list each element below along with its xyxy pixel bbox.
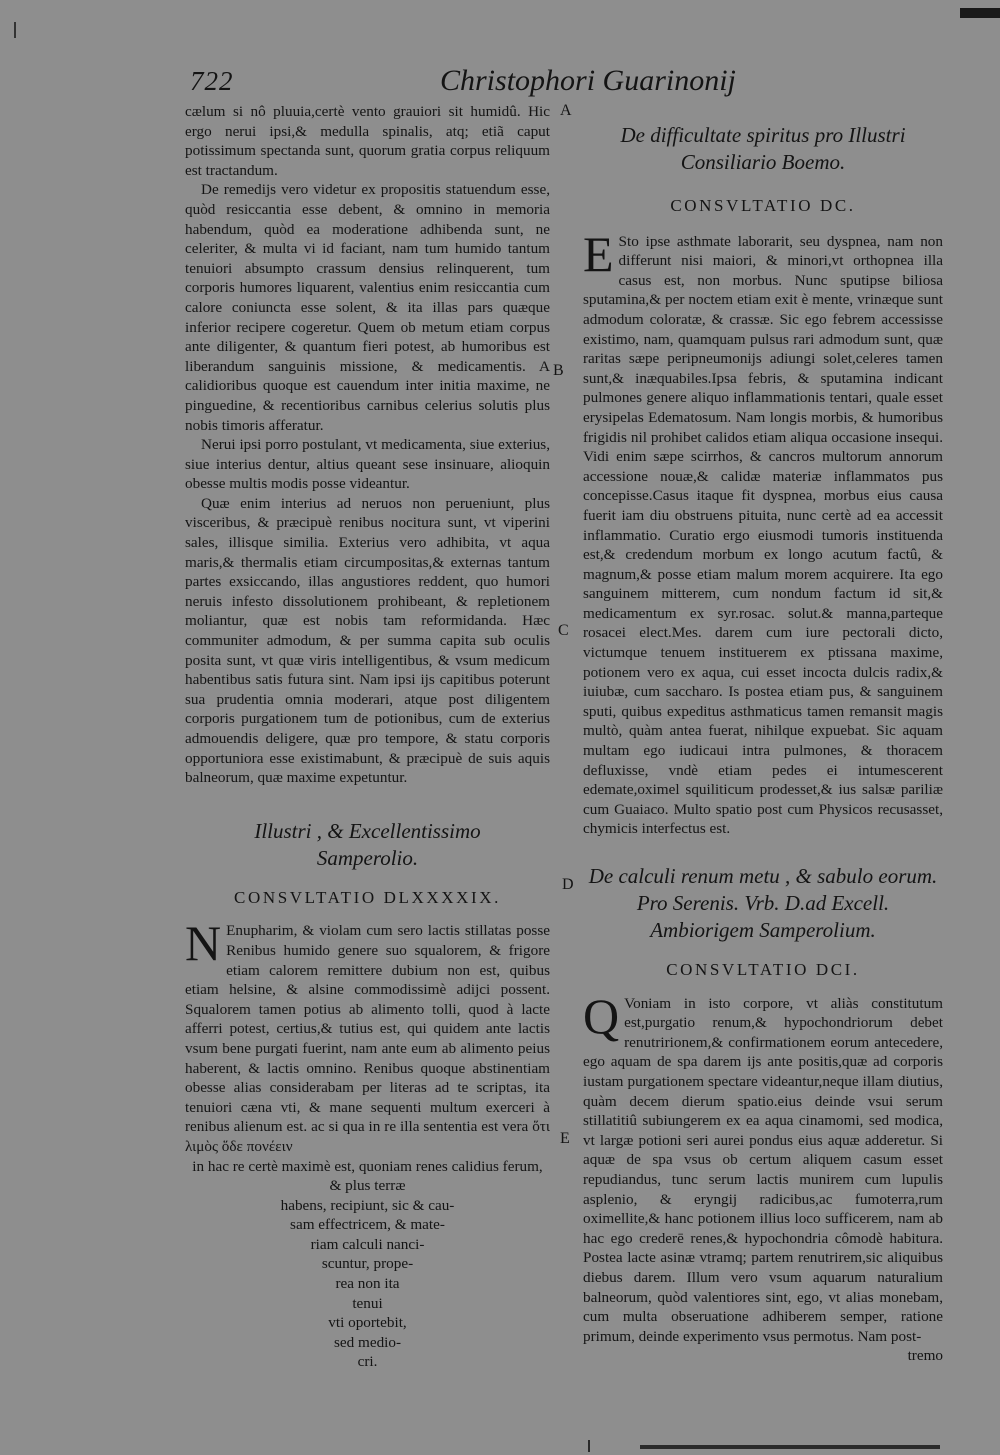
drop-cap: Q xyxy=(583,987,620,1044)
taper-line: sed medio- xyxy=(333,1333,402,1351)
taper-line: habens, recipiunt, sic & cau- xyxy=(280,1196,455,1214)
paragraph: De remedijs vero videtur ex propositis statuendum esse, quòd resiccantia esse debent, & omnino in memoria habendum, quòd ea moderatione adhibenda sunt, ne celeriter, & multa vi id faciant, nam tum humido tantum tenuiori absumpto crassum densius relinquerent, tum corporis humores liquarent, valentius enim resiccantia cum calore coniuncta esse solent, & ita illas pars quæque inferior recipere cogeretur. Quem ob metum etiam corpus ante diligenter, & quantum fieri potest, ab humoribus est liberandum sanguinis missione, & medicamentis. A calidioribus quoque est cauendum inter initia maxime, ne pinguedine, & recentioribus carnibus celerius solutis plus nobis timoris afferatur. xyxy=(185,181,550,434)
taper-line: riam calculi nanci- xyxy=(310,1235,425,1253)
section-title: Illustri , & Excellentissimo xyxy=(254,818,481,843)
taper-line: tenui xyxy=(352,1294,383,1312)
consultation-heading: CONSVLTATIO DC. xyxy=(670,196,856,215)
consultation-heading: CONSVLTATIO DCI. xyxy=(666,960,860,979)
taper-line: rea non ita xyxy=(335,1275,400,1293)
edge-tick xyxy=(14,22,16,38)
taper-line: vti oportebit, xyxy=(328,1314,407,1332)
taper-line: in hac re certè maximè est, quoniam renes calidius ferum, & plus terræ xyxy=(192,1157,543,1195)
page-header xyxy=(190,64,990,100)
taper-line: scuntur, prope- xyxy=(321,1255,414,1273)
paragraph: Nerui ipsi porro postulant, vt medicamenta, siue exterius, siue interius dentur, altius queant sese insinuare, alioquin obesse multis modis posse videantur. xyxy=(185,436,550,493)
section-title: Samperolio. xyxy=(316,845,419,870)
running-head: Christophori Guarinonij xyxy=(440,64,736,97)
paragraph: cælum si nô pluuia,certè vento grauiori sit humidû. Hic ergo nerui ipsi,& medulla spinalis, atq; etiã caput potissimum spectanda sunt, quorum gratia corpus reliquum est tractandum. xyxy=(185,103,550,179)
section-title: Consiliario Boemo. xyxy=(680,150,846,174)
consultation-body xyxy=(185,915,550,1156)
margin-letter-b: B xyxy=(553,362,564,379)
body-text: Enupharim, & violam cum sero lactis stillatas posse Renibus humido genere suo squalorem, & frigore etiam calorem remittere dubium non est, quibus etiam helsine, & alsine commodissimè adijci possent. Squalorem tamen potius ab alimento tolli, quod à lacte afferri potest, certius,& tutius est, qui quidem ante lactis vsum bene purgati fuerint, nam ante eum ab alimento peius haberent, & lactis omnino. Renibus quoque abstinentiam obesse alias considerabam per literas ad te scriptas, ita tenuiori cæna vti, & mane sequenti multum exerceri à renibus alienum est. ac si qua in re illa sententia est vera ὅτι λιμὸς ὅδε πονέειν xyxy=(185,922,550,1155)
section-title: Ambiorigem Samperolium. xyxy=(650,918,876,942)
left-column xyxy=(185,102,550,1372)
margin-letter-a: A xyxy=(560,102,572,119)
drop-cap: E xyxy=(583,225,614,282)
section-title: De calculi renum metu , & sabulo eorum. xyxy=(588,864,938,888)
margin-letter-c: C xyxy=(558,622,569,639)
footer-rule xyxy=(640,1445,940,1449)
body-text: Voniam in isto corpore, vt aliàs constitutum est,purgatio renum,& hypochondriorum debet renutririonem,& confirmationem eorum antecedere, ego aquam de spa darem ijs ante positis,quæ ad corporis iustam purgationem spectare videantur,neque illam diutius, quàm decem dierum spatio.eius deinde vsui serum stillatitiû subiungerem ex ea aqua cinamomi, sed modica, vt largæ potioni seri aurei pondus eius aquæ adderetur. Si aquæ de spa vsus ob certum aliquem casum esset repudiandus, tunc serum lactis munirem cum lupulis asplenio, & eryngij radicibus,ac fumoterra,rum oximellite,& hanc potionem illius loco sufficerem, nam ab hac ego crederē renes,& hypochondria cômodè habitura. Postea lacte asinæ vtramq; partem renutrirem,sic aliquibus diebus darem. Illum vero vsum aquarum naturalium balneorum, quòd valentiores sint, ego, vt alias monebam, cum multa obseruatione adhiberem semper, ratione primum, deinde experimento vsus permotus. Nam post- xyxy=(583,994,943,1345)
margin-letter-e: E xyxy=(560,1130,570,1147)
catchword: tremo xyxy=(907,1347,943,1365)
body-text: Sto ipse asthmate laborarit, seu dyspnea, nam non differunt nisi maiori, & minori,vt orthopnea illa casus est, non morbus. Nunc sputipse biliosa sputamina,& per noctem etiam exit è mente, vrinæque sunt admodum coloratæ, & crassæ. Sic ego febrem accessisse existimo, nam, quamquam pulsus rari admodum sunt, quæ raritas sæpe peripneumonijs adiungi solet,celeres tamen sunt,& inæquabiles.Ipsa febris, & sputamina indicant pulmones genere aliquo inflammationis tentari, quale esset erysipelas Edematosum. Nam longis morbis, & humoribus frigidis nil prohibet calidos etiam aliqua occasione insequi. Vidi enim sæpe scirrhos, & cancros multorum annorum accessione nouæ,& calidæ materiæ inflammatos pus concepisse.Casus itaque fit dyspnea, morbus eius causa fuerit iam diu obstruens pituita, nunc certè ad ea accessit inflammatio. Curatio ergo eiusmodi tumoris instituenda est,& credendum morbum ex longo acutum factû, & magnum,& posse etiam malum morem acquirere. Ita ego sanguinem mitterem, cum nondum factum id sit,& medicamentum ex syr.rosac. solut.& manna,parteque rosacei elect.Mes. darem cum iure pectorali dicto, victumque tenuem instituerem ex ptissana maxime, potionem vero ex aqua, cui esset incocta dulcis radix,& iuiubæ, cum saccharo. Is postea etiam pus, & sanguinem sputi, quibus expeditus asthmaticus tamen remansit magis multò, quàm antea fuerat, nihilque expuebat. Sic aquam multam ego iudicaui intra pulmones, & thoracem defluxisse, vndè etiam pedes ei intumescerent edemate,oximel squiliticum prodesset,& ius salsæ pariliæ cum Guaiaco. Multo spatio post cum Physicos recusasset, chymicis interfectus est. xyxy=(583,232,943,838)
consultation-body xyxy=(583,987,943,1347)
consultation-heading: CONSVLTATIO DLXXXXIX. xyxy=(234,887,501,907)
right-column xyxy=(583,100,943,1366)
margin-letter-d: D xyxy=(562,876,574,893)
section-title: Pro Serenis. Vrb. D.ad Excell. xyxy=(636,891,890,915)
paragraph: Quæ enim interius ad neruos non perueniunt, plus visceribus, & præcipuè renibus nocitura sunt, vt viperini sales, illisque similia. Exterius vero adhibita, vt aqua maris,& thermalis etiam circumpositas,& externas tantum partes exsiccando, illas angustiores reddent, quo humori neruis infesto dissolutionem prohibeant, & repletionem moliantur, quæ est nobis tam reformidanda. Hæc communiter admodum, & per summa capita sub oculis posita sunt, vt quæ viris intelligentibus, & vsum medicum habentibus satis futura sint. Nam ipsi ijs capitibus poterunt sua prudentia omnia moderari, atque post diligentem corporis purgationem tum de potionibus, cum de exterius admouendis deligere, quæ pro tempore, & statu corporis opportuniora esse existimabunt, & præcipuè de suis aquis balneorum, quæ maxime expetuntur. xyxy=(185,494,550,787)
taper-line: sam effectricem, & mate- xyxy=(290,1216,445,1234)
section-title: De difficultate spiritus pro Illustri xyxy=(620,123,906,147)
drop-cap: N xyxy=(185,915,222,972)
consultation-body xyxy=(583,225,943,839)
footer-mark xyxy=(588,1440,590,1452)
page-number: 722 xyxy=(190,66,234,96)
taper-line: cri. xyxy=(357,1353,378,1371)
edge-mark xyxy=(960,8,1000,18)
